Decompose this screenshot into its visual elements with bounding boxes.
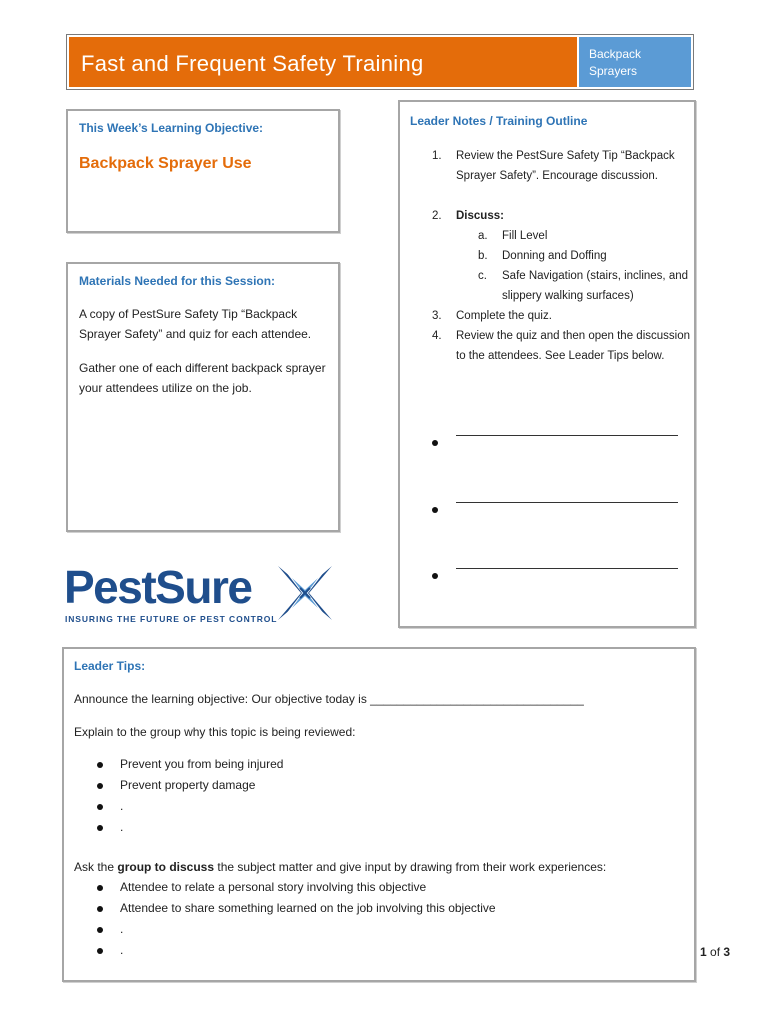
- materials-box: [66, 262, 340, 532]
- page-total: 3: [723, 945, 731, 959]
- ask-item: Attendee to relate a personal story involving this objective: [120, 880, 427, 894]
- outline-text: Review the quiz and then open the discussion to the attendees. See Leader Tips below.: [456, 330, 690, 362]
- reason-item: .: [120, 820, 124, 834]
- note-blank-line[interactable]: [456, 502, 678, 503]
- outline-number: 2.: [432, 210, 442, 222]
- note-blank-line[interactable]: [456, 568, 678, 569]
- leader-tips-box: [62, 647, 696, 982]
- ask-group-text: [74, 860, 606, 874]
- title-panel: [69, 37, 577, 87]
- subitem-text: Donning and Doffing: [502, 250, 607, 262]
- page-of: of: [706, 945, 724, 959]
- bullet-icon: [97, 906, 103, 912]
- bullet-icon: [432, 507, 438, 513]
- objective-value: Backpack Sprayer Use: [79, 155, 252, 172]
- pestsure-logo: [62, 560, 342, 630]
- bullet-icon: [97, 804, 103, 810]
- ask-emphasis: group to discuss: [117, 860, 215, 874]
- subitem-letter: b.: [478, 250, 488, 262]
- bullet-icon: [97, 825, 103, 831]
- ask-suffix: the subject matter and give input by drawing from their work experiences:: [214, 860, 607, 874]
- explain-topic-text: Explain to the group why this topic is being reviewed:: [74, 725, 356, 739]
- page-title: Fast and Frequent Safety Training: [81, 51, 424, 76]
- header-banner: [66, 34, 694, 90]
- x-mark-logo-icon: [274, 562, 336, 624]
- page-counter: [700, 945, 730, 959]
- learning-objective-box: [66, 109, 340, 233]
- materials-paragraph: A copy of PestSure Safety Tip “Backpack Sprayer Safety” and quiz for each attendee.: [79, 307, 312, 341]
- outline-text: Discuss:: [456, 210, 504, 222]
- note-blank-line[interactable]: [456, 435, 678, 436]
- bullet-icon: [432, 573, 438, 579]
- topic-tag-line2: Sprayers: [589, 64, 638, 78]
- objective-heading: This Week’s Learning Objective:: [79, 121, 264, 135]
- leader-notes-heading: Leader Notes / Training Outline: [410, 114, 588, 128]
- subitem-letter: c.: [478, 270, 487, 282]
- outline-number: 3.: [432, 310, 442, 322]
- leader-tips-heading: Leader Tips:: [74, 659, 146, 673]
- bullet-icon: [432, 440, 438, 446]
- leader-notes-box: [398, 100, 696, 628]
- ask-prefix: Ask the: [74, 860, 118, 874]
- bullet-icon: [97, 927, 103, 933]
- page-current: 1: [700, 945, 707, 959]
- topic-tag: [589, 46, 679, 80]
- subitem-text: Safe Navigation (stairs, inclines, and slippery walking surfaces): [502, 270, 689, 302]
- topic-tag-panel: [579, 37, 691, 87]
- bullet-icon: [97, 762, 103, 768]
- outline-number: 1.: [432, 150, 442, 162]
- topic-tag-line1: Backpack: [589, 47, 642, 61]
- bullet-icon: [97, 783, 103, 789]
- ask-item: Attendee to share something learned on the job involving this objective: [120, 901, 496, 915]
- reason-item: Prevent you from being injured: [120, 757, 284, 771]
- logo-wordmark: PestSure: [64, 561, 252, 613]
- ask-item: .: [120, 922, 124, 936]
- materials-heading: Materials Needed for this Session:: [79, 274, 276, 288]
- bullet-icon: [97, 885, 103, 891]
- materials-paragraph: Gather one of each different backpack sprayer your attendees utilize on the job.: [79, 361, 326, 395]
- bullet-icon: [97, 948, 103, 954]
- logo-tagline: INSURING THE FUTURE OF PEST CONTROL: [65, 614, 278, 624]
- announce-objective-text: Announce the learning objective: Our objective today is ________________________________: [74, 692, 584, 706]
- outline-text: Complete the quiz.: [456, 310, 552, 322]
- reason-item: .: [120, 799, 124, 813]
- outline-number: 4.: [432, 330, 442, 342]
- reason-item: Prevent property damage: [120, 778, 256, 792]
- ask-item: .: [120, 943, 124, 957]
- outline-text: Review the PestSure Safety Tip “Backpack Sprayer Safety”. Encourage discussion.: [456, 150, 675, 182]
- subitem-text: Fill Level: [502, 230, 548, 242]
- subitem-letter: a.: [478, 230, 488, 242]
